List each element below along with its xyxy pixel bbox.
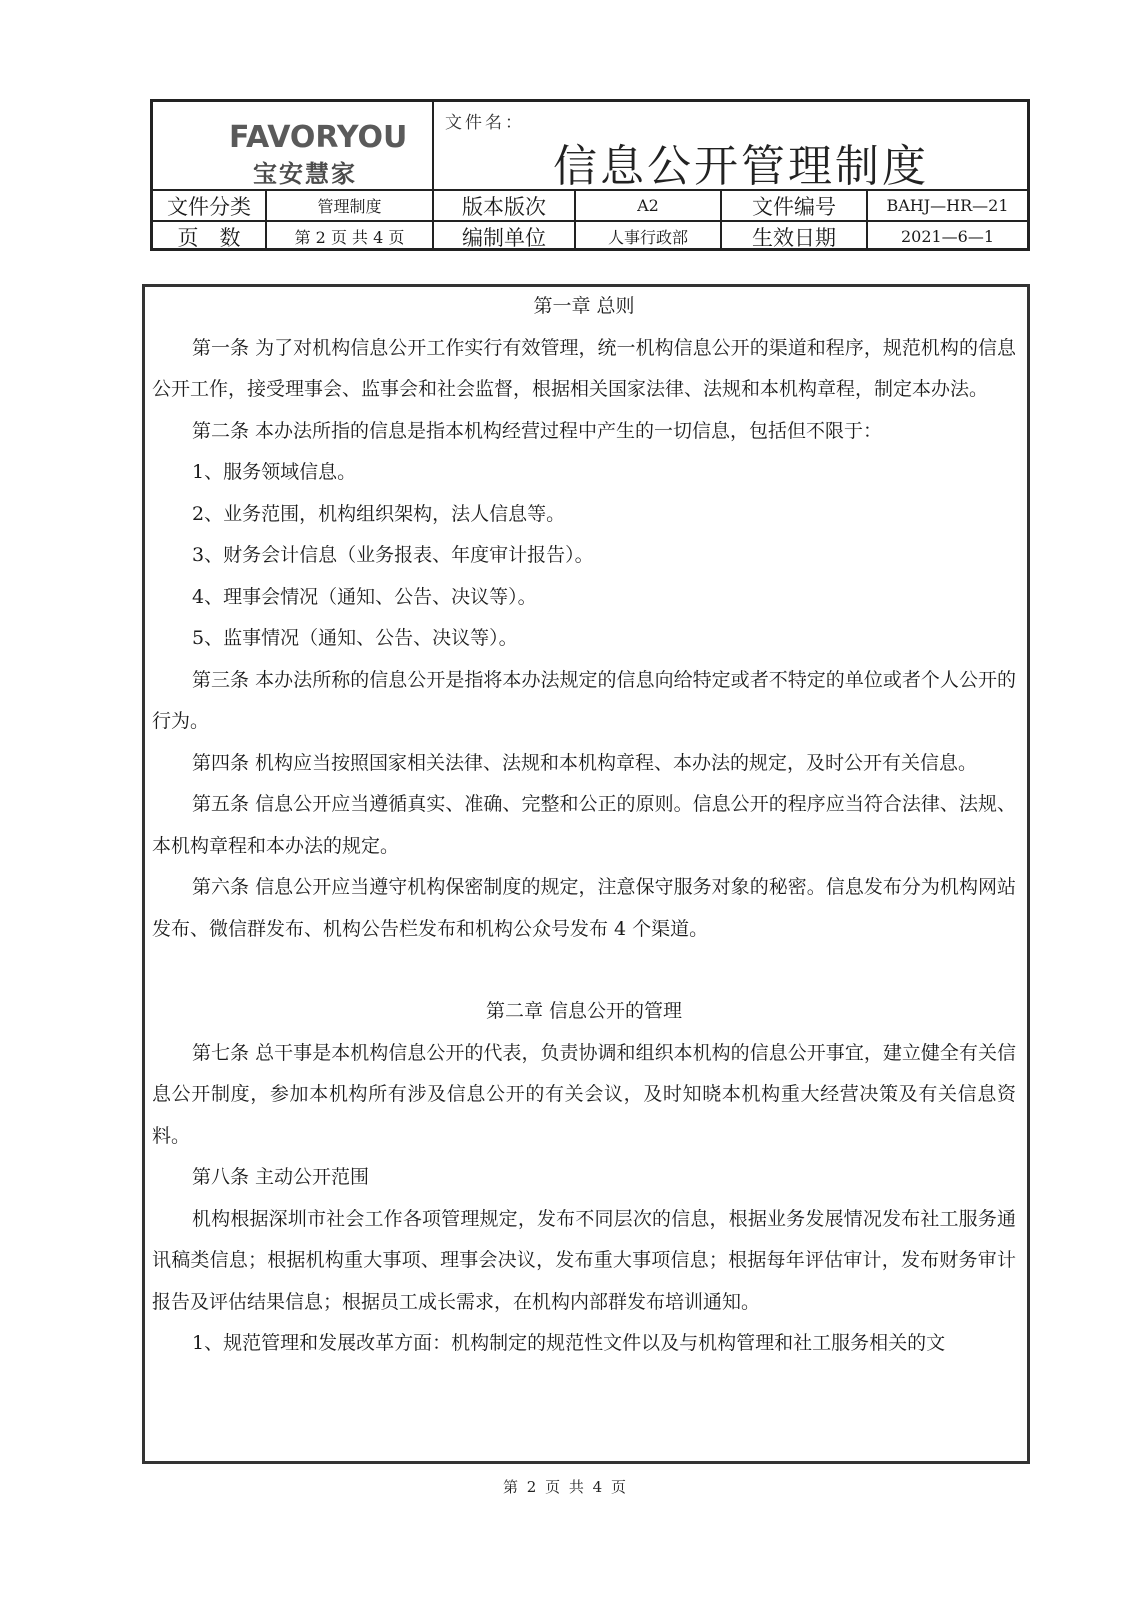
document-body: [152, 286, 1016, 1365]
file-category-label: 文件分类: [153, 191, 267, 220]
header-row-classification: [153, 189, 1027, 220]
version-label: 版本版次: [434, 191, 576, 220]
section-gap: [152, 950, 1016, 991]
chapter-heading: 第二章 信息公开的管理: [485, 1000, 683, 1022]
list-item: 5、监事情况（通知、公告、决议等）。: [192, 627, 518, 649]
chapter-heading: 第一章 总则: [533, 295, 635, 317]
article-paragraph: 第七条 总干事是本机构信息公开的代表，负责协调和组织本机构的信息公开事宜，建立健全有关信息公开制度，参加本机构所有涉及信息公开的有关会议，及时知晓本机构重大经营决策及有关信息资料。: [152, 1041, 1016, 1147]
list-item: 2、业务范围，机构组织架构，法人信息等。: [192, 502, 566, 525]
article-paragraph: 第一条 为了对机构信息公开工作实行有效管理，统一机构信息公开的渠道和程序，规范机构的信息公开工作，接受理事会、监事会和社会监督，根据相关国家法律、法规和本机构章程，制定本办法。: [152, 336, 1016, 400]
department-value: 人事行政部: [576, 222, 722, 251]
logo-chinese: 宝安慧家: [253, 160, 357, 188]
version-value: A2: [576, 191, 722, 220]
department-label: 编制单位: [434, 222, 576, 251]
list-item: 1、服务领域信息。: [192, 461, 357, 483]
effective-date-value: 2021—6—1: [900, 227, 995, 246]
article-paragraph: 第二条 本办法所指的信息是指本机构经营过程中产生的一切信息，包括但不限于：: [192, 419, 883, 442]
logo-english: FAVORYOU: [229, 120, 408, 155]
file-category-value: 管理制度: [267, 191, 434, 220]
article-paragraph: 第三条 本办法所称的信息公开是指将本办法规定的信息向给特定或者不特定的单位或者个人公开的行为。: [152, 668, 1016, 732]
file-number-value: BAHJ—HR—21: [886, 196, 1009, 215]
article-paragraph: 第六条 信息公开应当遵守机构保密制度的规定，注意保守服务对象的秘密。信息发布分为机构网站发布、微信群发布、机构公告栏发布和机构公众号发布 4 个渠道。: [152, 876, 1016, 940]
article-paragraph: 第五条 信息公开应当遵循真实、准确、完整和公正的原则。信息公开的程序应当符合法律、法规、本机构章程和本办法的规定。: [152, 793, 1016, 857]
header-row-pages: [153, 220, 1027, 251]
article-paragraph: 1、规范管理和发展改革方面：机构制定的规范性文件以及与机构管理和社工服务相关的文: [192, 1332, 946, 1354]
list-item: 4、理事会情况（通知、公告、决议等）。: [192, 585, 537, 608]
file-number-label: 文件编号: [722, 191, 868, 220]
article-paragraph: 机构根据深圳市社会工作各项管理规定，发布不同层次的信息，根据业务发展情况发布社工服务通讯稿类信息；根据机构重大事项、理事会决议，发布重大事项信息；根据每年评估审计，发布财务审计报告及评估结果信息；根据员工成长需求，在机构内部群发布培训通知。: [152, 1207, 1016, 1313]
pages-label: 页 数: [153, 222, 267, 251]
list-item: 3、财务会计信息（业务报表、年度审计报告）。: [192, 544, 594, 566]
file-name-label: 文件名：: [445, 113, 525, 133]
effective-date-label: 生效日期: [722, 222, 868, 251]
document-title: 信息公开管理制度: [553, 141, 929, 192]
company-logo: [153, 102, 434, 191]
article-heading: 第八条 主动公开范围: [192, 1166, 370, 1188]
page-footer: 第 2 页 共 4 页: [503, 1478, 628, 1496]
article-paragraph: 第四条 机构应当按照国家相关法律、法规和本机构章程、本办法的规定，及时公开有关信息。: [192, 751, 978, 774]
pages-value: 第 2 页 共 4 页: [267, 222, 434, 251]
document-header-table: [150, 99, 1030, 251]
